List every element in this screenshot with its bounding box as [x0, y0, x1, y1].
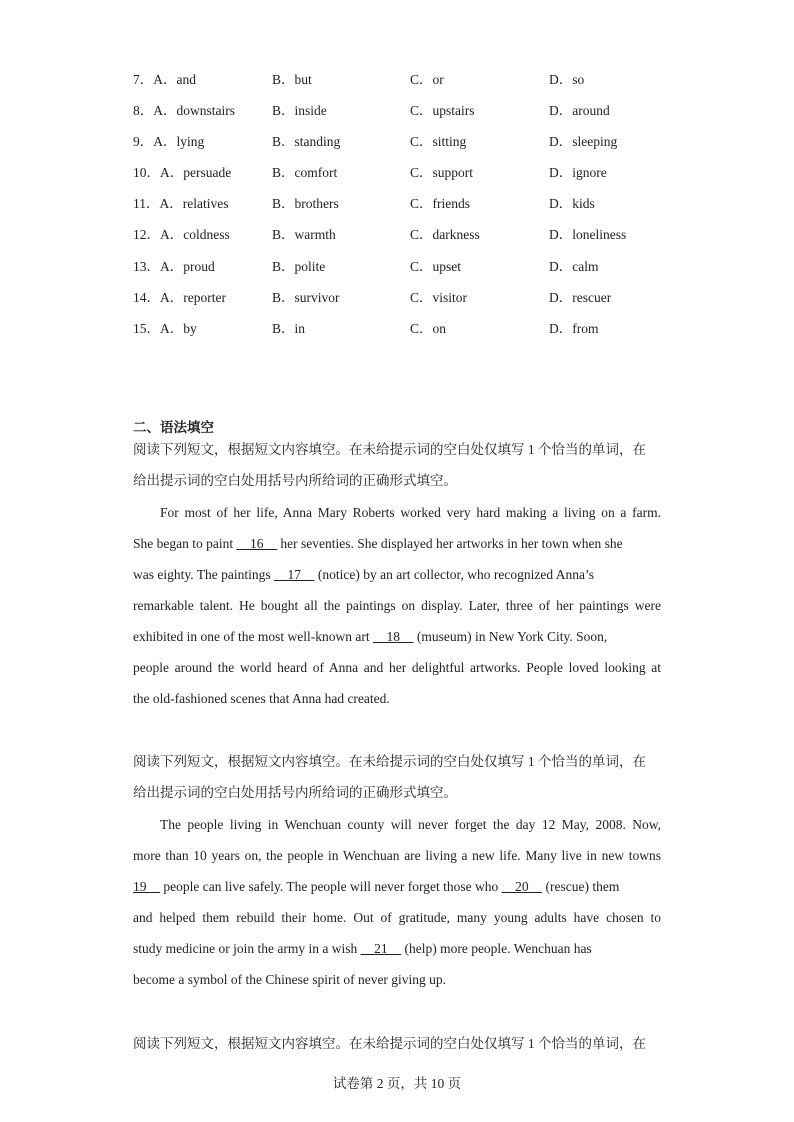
option-a: 14．A．reporter — [133, 290, 226, 305]
passage-2 — [133, 809, 661, 995]
option-c: C．darkness — [410, 227, 480, 242]
question-12-options — [0, 223, 794, 243]
passage-line: exhibited in one of the most well-known art 18 (museum) in New York City. Soon, — [133, 629, 608, 644]
option-d: D．kids — [549, 196, 595, 211]
option-c: C．or — [410, 72, 444, 87]
blank-19[interactable]: 19 — [133, 879, 160, 894]
passage-line: more than 10 years on, the people in Wenchuan are living a new life. Many live in new towns — [133, 848, 661, 863]
option-a: 8．A．downstairs — [133, 103, 235, 118]
option-b: B．polite — [272, 259, 326, 274]
instruction-line: 给出提示词的空白处用括号内所给词的正确形式填空。 — [133, 785, 457, 800]
passage-line: people around the world heard of Anna and her delightful artworks. People loved looking at — [133, 660, 661, 675]
option-a: 15．A．by — [133, 321, 197, 336]
question-9-options — [0, 130, 794, 150]
passage-line: the old-fashioned scenes that Anna had created. — [133, 691, 390, 706]
option-b: B．but — [272, 72, 312, 87]
option-d: D．around — [549, 103, 610, 118]
blank-20[interactable]: 20 — [501, 879, 543, 894]
passage-line: remarkable talent. He bought all the paintings on display. Later, three of her paintings were — [133, 598, 661, 613]
option-c: C．upstairs — [410, 103, 475, 118]
instruction-line: 阅读下列短文，根据短文内容填空。在未给提示词的空白处仅填写 1 个恰当的单词，在 — [133, 754, 646, 769]
option-d: D．rescuer — [549, 290, 612, 305]
option-b: B．in — [272, 321, 306, 336]
passage-line: She began to paint 16 her seventies. She displayed her artworks in her town when she — [133, 536, 623, 551]
option-c: C．visitor — [410, 290, 468, 305]
blank-18[interactable]: 18 — [372, 629, 414, 644]
option-a: 13．A．proud — [133, 259, 215, 274]
passage-line: was eighty. The paintings 17 (notice) by an art collector, who recognized Anna’s — [133, 567, 594, 582]
option-c: C．sitting — [410, 134, 467, 149]
question-10-options — [0, 161, 794, 181]
passage-1 — [133, 497, 661, 714]
instruction-line: 阅读下列短文，根据短文内容填空。在未给提示词的空白处仅填写 1 个恰当的单词，在 — [133, 1036, 646, 1051]
option-c: C．support — [410, 165, 474, 180]
option-b: B．survivor — [272, 290, 340, 305]
option-c: C．upset — [410, 259, 462, 274]
option-b: B．brothers — [272, 196, 339, 211]
question-8-options — [0, 99, 794, 119]
option-d: D．ignore — [549, 165, 607, 180]
question-7-options — [0, 68, 794, 88]
option-a: 7．A．and — [133, 72, 196, 87]
passage-line: The people living in Wenchuan county will never forget the day 12 May, 2008. Now, — [160, 817, 661, 832]
passage-line: study medicine or join the army in a wish 21 (help) more people. Wenchuan has — [133, 941, 592, 956]
option-c: C．on — [410, 321, 447, 336]
option-a: 9．A．lying — [133, 134, 205, 149]
option-d: D．from — [549, 321, 599, 336]
option-d: D．loneliness — [549, 227, 627, 242]
option-a: 11．A．relatives — [133, 196, 229, 211]
question-13-options — [0, 255, 794, 275]
blank-16[interactable]: 16 — [236, 536, 277, 551]
option-d: D．sleeping — [549, 134, 618, 149]
option-b: B．inside — [272, 103, 327, 118]
option-a: 12．A．coldness — [133, 227, 230, 242]
option-b: B．comfort — [272, 165, 338, 180]
question-15-options — [0, 317, 794, 337]
blank-17[interactable]: 17 — [273, 567, 315, 582]
passage-line: For most of her life, Anna Mary Roberts worked very hard making a living on a farm. — [160, 505, 661, 520]
instruction-2 — [133, 746, 661, 808]
instruction-line: 阅读下列短文，根据短文内容填空。在未给提示词的空白处仅填写 1 个恰当的单词，在 — [133, 442, 646, 457]
option-b: B．warmth — [272, 227, 336, 242]
passage-line: become a symbol of the Chinese spirit of never giving up. — [133, 972, 447, 987]
option-a: 10．A．persuade — [133, 165, 232, 180]
instruction-line: 给出提示词的空白处用括号内所给词的正确形式填空。 — [133, 473, 457, 488]
question-14-options — [0, 286, 794, 306]
option-d: D．calm — [549, 259, 599, 274]
instruction-1 — [133, 434, 661, 496]
passage-line: and helped them rebuild their home. Out of gratitude, many young adults have chosen to — [133, 910, 661, 925]
question-11-options — [0, 192, 794, 212]
passage-line: 19 people can live safely. The people will never forget those who 20 (rescue) them — [133, 879, 620, 894]
option-d: D．so — [549, 72, 585, 87]
option-c: C．friends — [410, 196, 470, 211]
option-b: B．standing — [272, 134, 341, 149]
blank-21[interactable]: 21 — [360, 941, 402, 956]
section-title: 二、语法填空 — [133, 420, 214, 435]
page-footer: 试卷第 2 页，共 10 页 — [332, 1076, 462, 1091]
instruction-3 — [133, 1028, 661, 1059]
